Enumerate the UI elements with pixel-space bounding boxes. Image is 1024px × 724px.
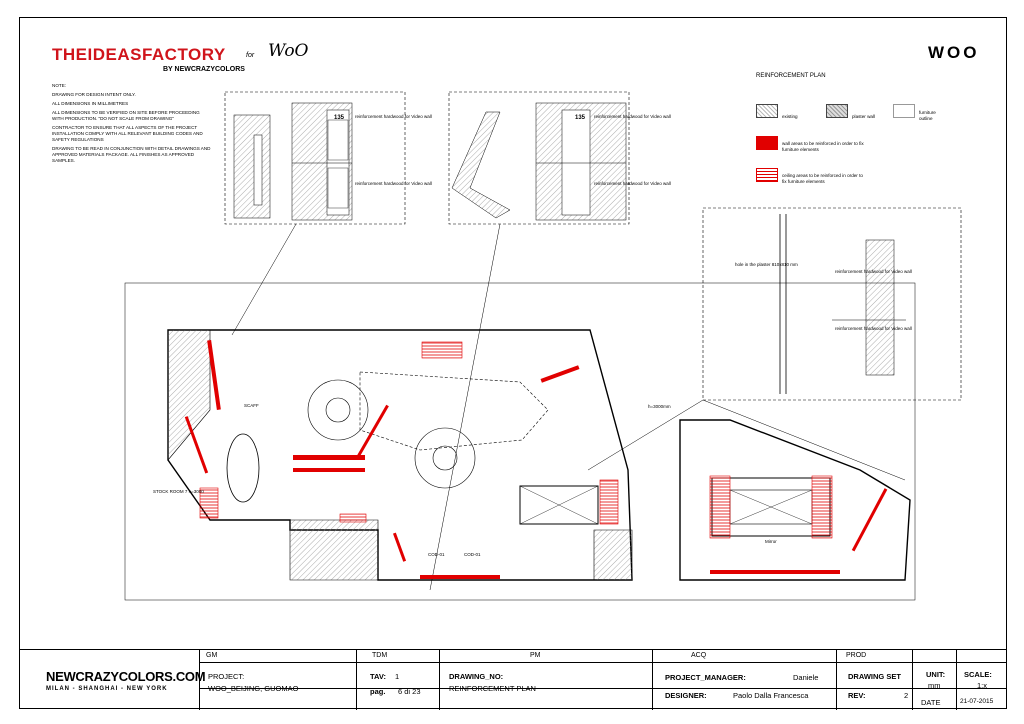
- rev-label: REV:: [848, 691, 866, 700]
- scale-label: SCALE:: [964, 670, 992, 679]
- date-label: DATE: [921, 698, 941, 707]
- scaff-label: SCAFF: [244, 403, 259, 408]
- prod-label: PROD: [846, 652, 867, 659]
- titleblock-brand: NEWCRAZYCOLORS.COM: [46, 669, 206, 684]
- client-logo: WoO: [268, 41, 309, 61]
- reinforcement-note: reinforcement hardwood for Video wall: [594, 114, 671, 119]
- legend-wall-label: wall areas to be reinforced in order to fix furniture elements: [782, 141, 864, 152]
- designer-label: DESIGNER:: [665, 691, 707, 700]
- project-code: WOO: [928, 43, 980, 62]
- designer-value: Paolo Dalla Francesca: [733, 691, 809, 700]
- project-value: WOO_BEIJING, GUOMAO: [208, 684, 299, 693]
- brand-subtitle: BY NEWCRAZYCOLORS: [163, 66, 245, 73]
- detail-box-2: [449, 92, 629, 224]
- legend-existing-label: existing: [782, 114, 798, 119]
- height-label: h=3000mm: [648, 404, 671, 409]
- project-manager-value: Daniele: [793, 673, 819, 682]
- dimension-135: 135: [575, 115, 586, 121]
- cod-label: COD-01: [464, 552, 481, 557]
- stock-room-label: STOCK ROOM 7 h=3000: [153, 489, 204, 494]
- drawing-set-label: DRAWING SET: [848, 672, 901, 681]
- drawing-no-value: REINFORCEMENT PLAN: [449, 684, 536, 693]
- tdm-label: TDM: [372, 652, 388, 659]
- date-value: 21-07-2015: [960, 698, 994, 705]
- unit-value: mm: [928, 681, 941, 690]
- gm-label: GM: [206, 652, 218, 659]
- store-plan: [125, 283, 915, 600]
- pag-label: pag.: [370, 687, 386, 696]
- legend-title: REINFORCEMENT PLAN: [756, 73, 826, 79]
- note-line: DRAWING FOR DESIGN INTENT ONLY.: [52, 92, 136, 97]
- pag-value: 6 di 23: [398, 687, 421, 696]
- scale-value: 1:x: [977, 681, 988, 690]
- note-line: DRAWING TO BE READ IN CONJUNCTION WITH DETAIL DRAWINGS AND APPROVED MATERIALS PACKAGE. ALL FINISHES AS APPROVED SAMPLES.: [52, 146, 211, 163]
- tav-value: 1: [395, 672, 400, 681]
- cod-label: COD-01: [428, 552, 445, 557]
- reinforcement-note: reinforcement hardwood for Video wall: [835, 326, 912, 331]
- dimension-135: 135: [334, 115, 345, 121]
- ceiling-reinforcement-areas: [200, 342, 832, 538]
- note-line: ALL DIMENSIONS IN MILLIMETRES: [52, 101, 129, 106]
- pm-label: PM: [530, 652, 541, 659]
- brand-logo: THEIDEASFACTORY: [52, 45, 226, 64]
- legend-plaster-label: plaster wall: [852, 114, 875, 119]
- rev-value: 2: [904, 691, 909, 700]
- tav-label: TAV:: [370, 672, 386, 681]
- project-manager-label: PROJECT_MANAGER:: [665, 673, 746, 682]
- for-label: for: [246, 52, 255, 59]
- reinforcement-note: reinforcement hardwood for Video wall: [355, 114, 432, 119]
- titleblock-brand-subtitle: MILAN - SHANGHAI - NEW YORK: [46, 686, 168, 692]
- note-line: CONTRACTOR TO ENSURE THAT ALL ASPECTS OF THE PROJECT INSTALLATION COMPLY WITH ALL RELEVANT BUILDING CODES AND SAFETY REGULATIONS: [52, 125, 203, 142]
- hole-note: hole in the plaster 810x810 mm: [735, 262, 798, 267]
- legend-furniture-label: furniture outline: [919, 110, 936, 121]
- reinforcement-note: reinforcement hardwood for Video wall: [355, 181, 432, 186]
- notes-title: NOTE:: [52, 83, 67, 88]
- detail-box-3: [703, 208, 961, 400]
- note-line: ALL DIMENSIONS TO BE VERIFIED ON SITE BEFORE PROCEEDING WITH PRODUCTION. "DO NOT SCALE FROM DRAWING": [52, 110, 200, 121]
- reinforcement-note: reinforcement hardwood for Video wall: [835, 269, 912, 274]
- legend-ceiling-label: ceiling areas to be reinforced in order to fix furniture elements: [782, 173, 863, 184]
- acq-label: ACQ: [691, 652, 707, 659]
- unit-label: UNIT:: [926, 670, 946, 679]
- project-label: PROJECT:: [208, 672, 245, 681]
- drawing-no-label: DRAWING_NO:: [449, 672, 504, 681]
- detail-box-1: [225, 92, 405, 224]
- mirror-label: Mirror: [765, 539, 777, 544]
- reinforcement-note: reinforcement hardwood for Video wall: [594, 181, 671, 186]
